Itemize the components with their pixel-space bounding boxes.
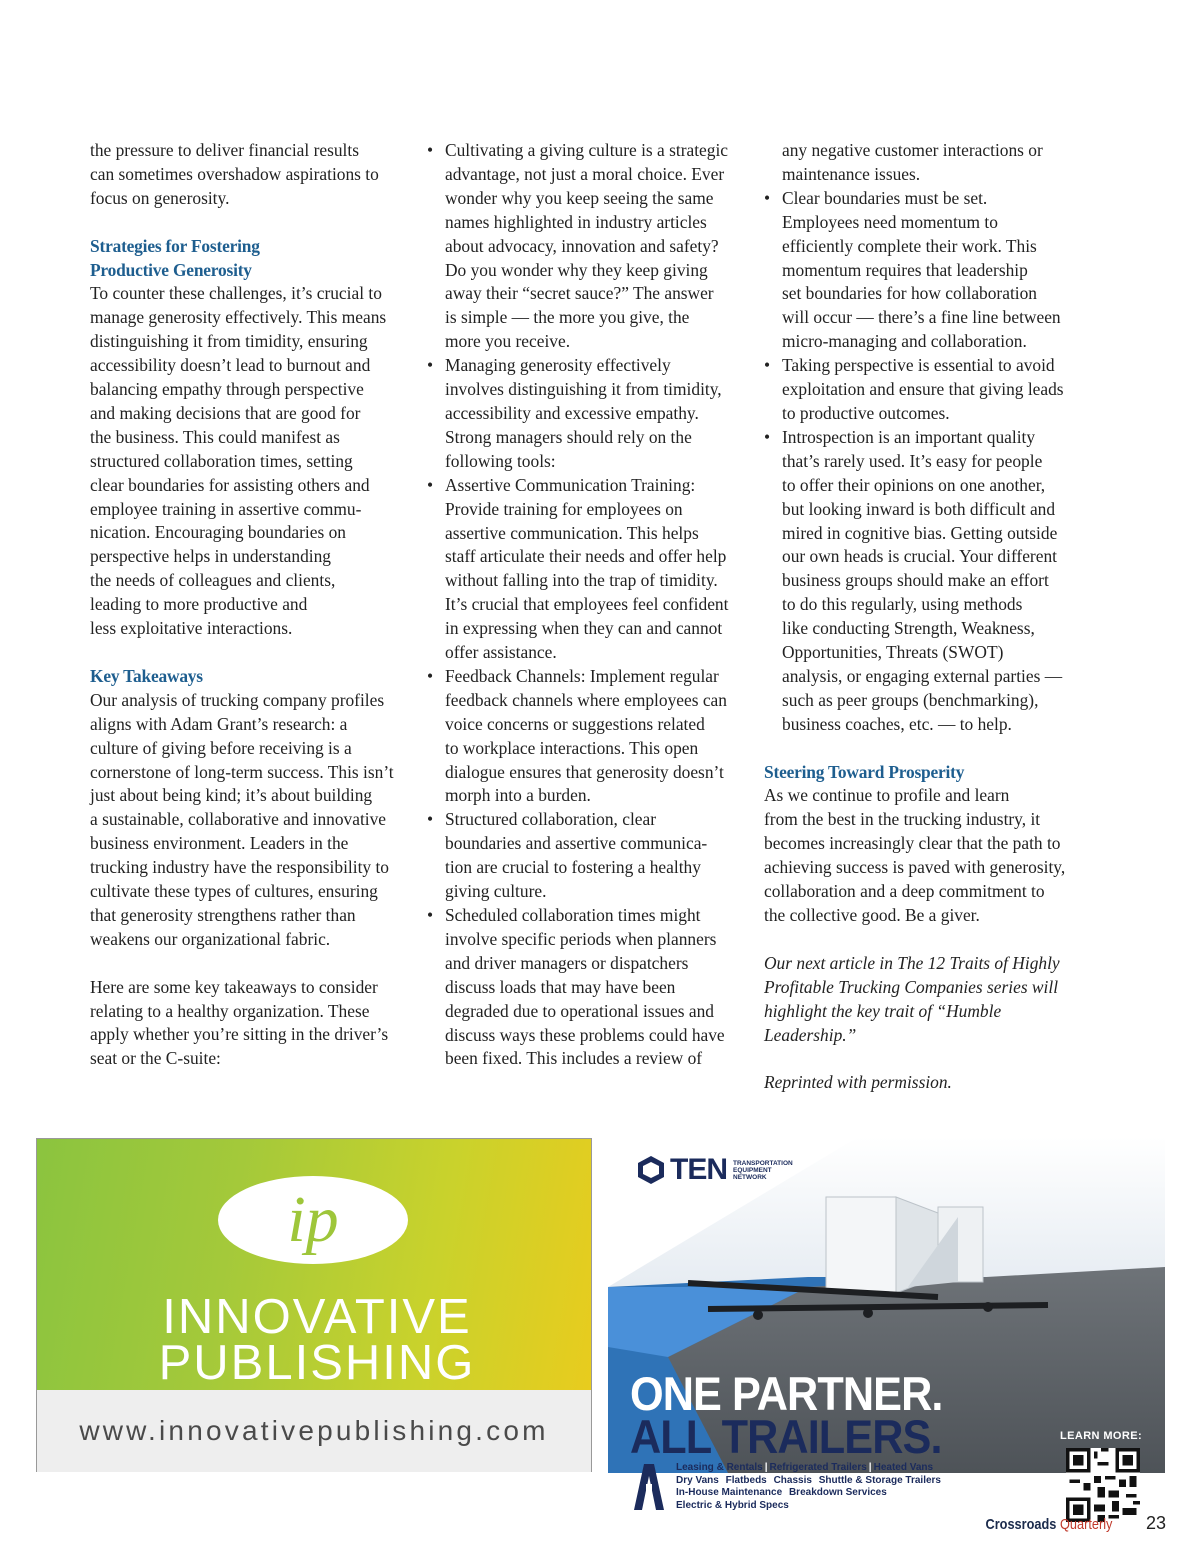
text-line: Profitable Trucking Companies series will [764, 976, 1059, 997]
text-line: Opportunities, Threats (SWOT) [782, 642, 1004, 663]
bullet-item [427, 354, 742, 474]
headline-one-partner: ONE PARTNER. [630, 1367, 943, 1420]
text-line: less exploitative interactions. [90, 618, 293, 639]
text-line: about advocacy, innovation and safety? [445, 235, 719, 256]
text-line: offer assistance. [445, 642, 557, 663]
text-line: more you receive. [445, 331, 571, 352]
text-line: voice concerns or suggestions related [445, 713, 705, 734]
services-row [676, 1500, 941, 1513]
text-line: manage generosity effectively. This means [90, 307, 387, 328]
services-list [676, 1462, 941, 1512]
bullet-item [427, 665, 742, 808]
ten-brand-sub [733, 1160, 793, 1181]
reprint-note: Reprinted with permission. [764, 1072, 952, 1093]
text-line: from the best in the trucking industry, it [764, 809, 1041, 830]
brand-name-line1: INNOVATIVE [162, 1290, 472, 1344]
strategies-paragraph [90, 282, 405, 641]
text-line: business environment. Leaders in the [90, 833, 349, 854]
ip-logo-text: ip [287, 1183, 339, 1256]
text-line: trucking industry have the responsibility to [90, 857, 389, 878]
text-line: analysis, or engaging external parties — [782, 665, 1063, 686]
closing-paragraph [90, 976, 405, 1072]
text-line: • Clear boundaries must be set. [782, 187, 988, 208]
text-line: achieving success is paved with generosity, [764, 857, 1066, 878]
text-line: nication. Encouraging boundaries on [90, 522, 346, 543]
brand-sub-line: NETWORK [733, 1173, 767, 1181]
text-line: been fixed. This includes a review of [445, 1048, 703, 1069]
brand-sub-line: TRANSPORTATION [733, 1159, 793, 1167]
brand-name-line2: PUBLISHING [158, 1336, 476, 1390]
text-line: • Assertive Communication Training: [445, 474, 696, 495]
text-line: such as peer groups (benchmarking), [782, 689, 1039, 710]
text-line: to workplace interactions. This open [445, 737, 699, 758]
text-line: business groups should make an effort [782, 570, 1049, 591]
text-line: to productive outcomes. [782, 402, 950, 423]
next-article-note [764, 952, 1084, 1048]
text-line: weakens our organizational fabric. [90, 928, 331, 949]
text-line: the business. This could manifest as [90, 426, 340, 447]
publication-name: Crossroads [985, 1516, 1057, 1533]
text-line: feedback channels where employees can [445, 689, 727, 710]
text-line: cultivate these types of cultures, ensuring [90, 881, 378, 902]
text-line: employee training in assertive commu- [90, 498, 362, 519]
text-line: perspective helps in understanding [90, 546, 331, 567]
ten-trailers-ad[interactable] [608, 1137, 1165, 1511]
service-item: Refrigerated Trailers [769, 1462, 867, 1473]
text-line: and driver managers or dispatchers [445, 952, 689, 973]
service-item: Flatbeds [725, 1474, 767, 1486]
text-line: the collective good. Be a giver. [764, 904, 980, 925]
article-column-1 [90, 139, 405, 1071]
text-line: accessibility doesn’t lead to burnout and [90, 355, 371, 376]
section-heading-takeaways: Key Takeaways [90, 665, 203, 686]
text-line: like conducting Strength, Weakness, [782, 618, 1035, 639]
services-row: Leasing & Rentals | Refrigerated Trailers | Heated Vans [676, 1462, 934, 1473]
publication-name-suffix: Quarterly [1060, 1516, 1113, 1533]
ten-hex-icon [636, 1155, 666, 1185]
bullet-item [764, 187, 1084, 354]
text-line: cornerstone of long-term success. This isn’t [90, 761, 394, 782]
text-line: accessibility and excessive empathy. [445, 402, 699, 423]
ten-logo [636, 1153, 793, 1187]
text-line: just about being kind; it’s about building [90, 785, 373, 806]
page-footer [973, 1513, 1166, 1534]
text-line: balancing empathy through perspective [90, 379, 364, 400]
service-item: Shuttle & Storage Trailers [818, 1474, 941, 1486]
heading-line: Productive Generosity [90, 259, 252, 280]
text-line: in expressing when they can and cannot [445, 618, 723, 639]
text-line: to offer their opinions on one another, [782, 474, 1046, 495]
text-line: morph into a burden. [445, 785, 591, 806]
text-line: micro-managing and collaboration. [782, 331, 1027, 352]
text-line: To counter these challenges, it’s crucial to [90, 283, 382, 304]
takeaways-paragraph [90, 689, 405, 952]
text-line: assertive communication. This helps [445, 522, 699, 543]
learn-more-label: LEARN MORE: [1060, 1430, 1143, 1442]
text-line: aligns with Adam Grant’s research: a [90, 713, 348, 734]
section-heading-prosperity: Steering Toward Prosperity [764, 761, 965, 782]
text-line: highlight the key trait of “Humble Leadership.” [764, 1000, 1002, 1045]
bullet-item [427, 139, 742, 354]
text-line: focus on generosity. [90, 187, 230, 208]
text-line: a sustainable, collaborative and innovative [90, 809, 387, 830]
text-line: is simple — the more you give, the [445, 307, 690, 328]
text-line: efficiently complete their work. This [782, 235, 1037, 256]
qr-code-icon[interactable] [1066, 1448, 1140, 1522]
bullet-list [427, 139, 742, 1071]
bullet-list [764, 187, 1084, 737]
brand-sub-line: EQUIPMENT [733, 1166, 772, 1174]
text-line: any negative customer interactions or [782, 140, 1043, 160]
text-line: culture of giving before receiving is a [90, 737, 352, 758]
text-line: • Cultivating a giving culture is a strategic [445, 140, 729, 160]
innovative-publishing-ad[interactable] [36, 1138, 592, 1472]
bullet-item [427, 474, 742, 665]
text-line: staff articulate their needs and offer help [445, 546, 727, 567]
text-line: clear boundaries for assisting others and [90, 474, 370, 495]
text-line: maintenance issues. [782, 163, 921, 184]
text-line: Provide training for employees on [445, 498, 683, 519]
text-line: giving culture. [445, 881, 547, 902]
text-line: set boundaries for how collaboration [782, 283, 1037, 304]
text-line: • Taking perspective is essential to avoid [782, 355, 1055, 376]
text-line: apply whether you’re sitting in the driver’s [90, 1024, 389, 1045]
service-item: In-House Maintenance [676, 1487, 783, 1498]
text-line: collaboration and a deep commitment to [764, 881, 1045, 902]
text-line: • Scheduled collaboration times might [445, 905, 701, 925]
ad-gradient-panel [37, 1139, 591, 1390]
intro-paragraph [90, 139, 405, 211]
ten-a-icon [630, 1462, 668, 1512]
website-url[interactable]: www.innovativepublishing.com [79, 1415, 549, 1446]
services-row: In-House Maintenance | Breakdown Services [676, 1487, 887, 1498]
text-line: • Managing generosity effectively [445, 355, 671, 376]
text-line: momentum requires that leadership [782, 259, 1028, 280]
ad-url-bar [37, 1390, 591, 1472]
text-line: following tools: [445, 450, 556, 471]
text-line: It’s crucial that employees feel confident [445, 594, 729, 615]
text-line: • Feedback Channels: Implement regular [445, 665, 719, 686]
text-line: will occur — there’s a fine line between [782, 307, 1061, 328]
service-item: Chassis [773, 1474, 812, 1486]
text-line: Our next article in The 12 Traits of Highly [764, 952, 1060, 973]
text-line: relating to a healthy organization. These [90, 1000, 370, 1021]
section-heading-strategies [90, 235, 405, 283]
bullet-item [764, 426, 1084, 737]
headline-all-trailers: ALL TRAILERS. [630, 1410, 942, 1463]
text-line: business coaches, etc. — to help. [782, 713, 1012, 734]
text-line: tion are crucial to fostering a healthy [445, 857, 701, 878]
ten-brand: TEN [670, 1153, 727, 1186]
bullet-item [427, 808, 742, 904]
text-line: • Introspection is an important quality [782, 426, 1036, 447]
service-item: Heated Vans [873, 1462, 934, 1473]
text-line: can sometimes overshadow aspirations to [90, 163, 379, 184]
prosperity-paragraph [764, 784, 1084, 927]
text-line: degraded due to operational issues and [445, 1000, 714, 1021]
text-line: • Structured collaboration, clear [445, 809, 657, 830]
text-line: seat or the C-suite: [90, 1048, 221, 1069]
text-line: structured collaboration times, setting [90, 450, 353, 471]
text-line: to do this regularly, using methods [782, 594, 1023, 615]
text-line: that generosity strengthens rather than [90, 904, 356, 925]
bullet-item [427, 904, 742, 1071]
text-line: our own heads is crucial. Your different [782, 546, 1057, 567]
service-item: Dry Vans [676, 1474, 719, 1486]
text-line: the needs of colleagues and clients, [90, 570, 336, 591]
text-line: discuss loads that may have been [445, 976, 676, 997]
service-item: Leasing & Rentals [676, 1462, 763, 1473]
text-line: and making decisions that are good for [90, 402, 361, 423]
service-item: Breakdown Services [788, 1487, 887, 1498]
text-line: wonder why you keep seeing the same [445, 187, 714, 208]
text-line: Employees need momentum to [782, 211, 998, 232]
text-line: Strong managers should rely on the [445, 426, 692, 447]
service-item: Electric & Hybrid Specs [676, 1499, 789, 1511]
text-line: leading to more productive and [90, 594, 308, 615]
text-line: involve specific periods when planners [445, 928, 717, 949]
text-line: distinguishing it from timidity, ensuring [90, 331, 368, 352]
text-line: but looking inward is both difficult and [782, 498, 1056, 519]
text-line: Here are some key takeaways to consider [90, 976, 378, 997]
page-number: 23 [1145, 1513, 1166, 1533]
text-line: Our analysis of trucking company profiles [90, 689, 385, 710]
text-line: mired in cognitive bias. Getting outside [782, 522, 1058, 543]
text-line: that’s rarely used. It’s easy for people [782, 450, 1043, 471]
text-line: Do you wonder why they keep giving [445, 259, 708, 280]
text-line: the pressure to deliver financial results [90, 140, 359, 160]
text-line: As we continue to profile and learn [764, 785, 1010, 806]
text-line: becomes increasingly clear that the path to [764, 833, 1061, 854]
text-line: without falling into the trap of timidity. [445, 570, 718, 591]
text-line: boundaries and assertive communica- [445, 833, 708, 854]
article-column-2 [427, 139, 742, 1071]
services-row: Dry Vans | Flatbeds | Chassis | Shuttle & Storage Trailers [676, 1474, 941, 1486]
text-line: dialogue ensures that generosity doesn’t [445, 761, 724, 782]
text-line: away their “secret sauce?” The answer [445, 283, 714, 304]
text-line: exploitation and ensure that giving leads [782, 379, 1064, 400]
continuation-paragraph [764, 139, 1084, 187]
text-line: discuss ways these problems could have [445, 1024, 725, 1045]
article-column-3 [764, 139, 1084, 1095]
heading-line: Strategies for Fostering [90, 235, 260, 256]
text-line: names highlighted in industry articles [445, 211, 707, 232]
ip-logo [217, 1175, 409, 1265]
text-line: advantage, not just a moral choice. Ever [445, 163, 725, 184]
bullet-item [764, 354, 1084, 426]
text-line: involves distinguishing it from timidity, [445, 379, 722, 400]
